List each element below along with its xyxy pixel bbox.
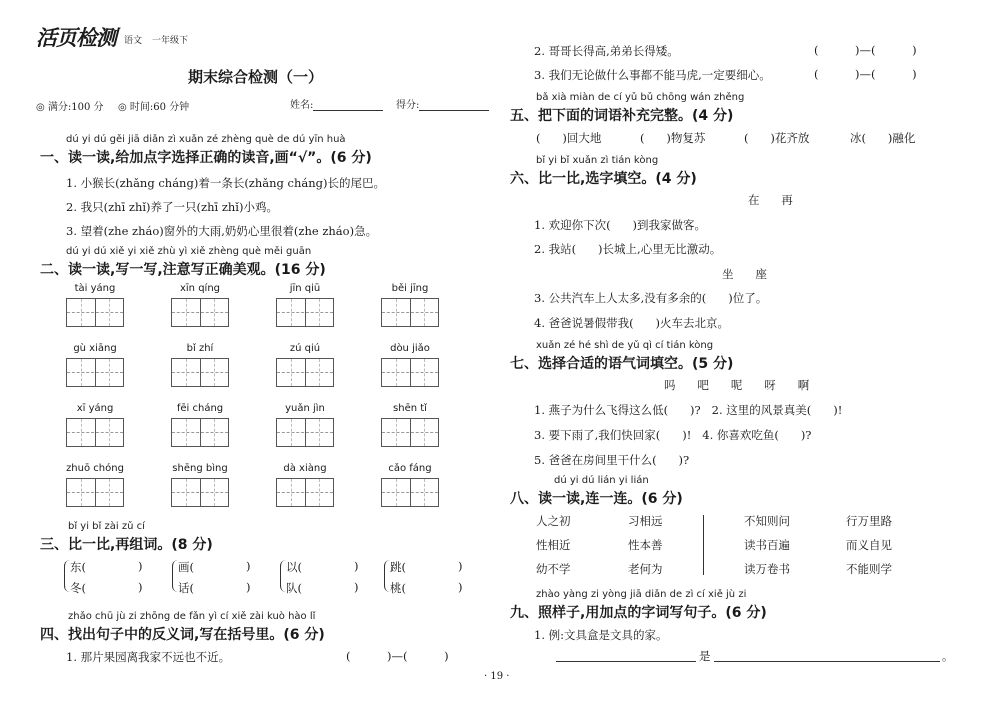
pair-word-close[interactable]: ): [246, 580, 251, 594]
s7-options: 吗 吧 呢 呀 啊: [664, 378, 810, 392]
s1-item-3: 3. 望着(zhe zháo)窗外的大雨,奶奶心里很着(zhe zháo)急。: [66, 224, 378, 238]
grid-pinyin: gù xiāng: [73, 343, 117, 354]
pair-word-close[interactable]: ): [458, 559, 463, 573]
grid-pinyin: dòu jiǎo: [390, 343, 430, 354]
s2-title: 二、读一读,写一写,注意写正确美观。(16 分): [40, 262, 326, 278]
writing-grid[interactable]: [66, 298, 124, 327]
grid-pinyin: zú qiú: [289, 343, 321, 354]
s4-item-2: 2. 哥哥长得高,弟弟长得矮。: [534, 44, 679, 58]
s7-row-1: 1. 燕子为什么飞得这么低( )? 2. 这里的风景真美( )!: [534, 403, 843, 417]
grid-pinyin: shēng bìng: [172, 463, 228, 474]
s6-pinyin: bǐ yi bǐ xuǎn zì tián kòng: [536, 155, 659, 166]
match-left-item[interactable]: 幼不学: [536, 562, 571, 576]
s1-pinyin: dú yi dú gěi jiā diǎn zì xuǎn zé zhèng què de dú yīn huà: [66, 134, 346, 145]
writing-grid[interactable]: [381, 418, 439, 447]
writing-grid[interactable]: [171, 358, 229, 387]
grid-pinyin: bǐ zhí: [186, 343, 214, 354]
s8-title: 八、读一读,连一连。(6 分): [510, 491, 683, 507]
s5-pinyin: bǎ xià miàn de cí yǔ bǔ chōng wán zhěng: [536, 92, 745, 103]
s7-row-3: 5. 爸爸在房间里干什么( )?: [534, 453, 690, 467]
full-score: ◎ 满分:100 分: [36, 102, 104, 113]
s6-item-3: 3. 公共汽车上人太多,没有多余的( )位了。: [534, 291, 768, 305]
grid-pinyin: jīn qiū: [289, 283, 321, 294]
match-left-item[interactable]: 性相近: [536, 538, 571, 552]
score-field[interactable]: [396, 96, 489, 111]
grade-label: 一年级下: [152, 36, 189, 46]
pair-word-close[interactable]: ): [354, 559, 359, 573]
brand-logo: 活页检测: [36, 26, 116, 50]
s6-item-2: 2. 我站( )长城上,心里无比激动。: [534, 242, 722, 256]
match-left-item[interactable]: 老何为: [628, 562, 663, 576]
writing-grid[interactable]: [66, 418, 124, 447]
name-field[interactable]: [290, 96, 383, 111]
writing-grid[interactable]: [171, 298, 229, 327]
s7-row-2: 3. 要下雨了,我们快回家( )! 4. 你喜欢吃鱼( )?: [534, 428, 812, 442]
s7-pinyin: xuǎn zé hé shì de yǔ qì cí tián kòng: [536, 340, 714, 351]
grid-pinyin: běi jīng: [391, 283, 429, 294]
writing-grid[interactable]: [66, 478, 124, 507]
pair-word-open: 东(: [70, 560, 86, 574]
s6-chars-1: 在 再: [748, 193, 793, 207]
page-number: · 19 ·: [484, 671, 510, 682]
pair-word-close[interactable]: ): [138, 580, 143, 594]
match-left-item[interactable]: 习相远: [628, 514, 663, 528]
grid-pinyin: shēn tǐ: [393, 403, 427, 414]
time-limit: ◎ 时间:60 分钟: [118, 102, 190, 113]
writing-grid[interactable]: [276, 298, 334, 327]
pair-word-open: 桃(: [390, 581, 406, 595]
s4-item-1: 1. 那片果园离我家不远也不近。: [66, 650, 231, 664]
s3-title: 三、比一比,再组词。(8 分): [40, 537, 213, 553]
s6-item-1: 1. 欢迎你下次( )到我家做客。: [534, 218, 707, 232]
grid-pinyin: yuǎn jìn: [285, 403, 325, 414]
writing-grid[interactable]: [276, 358, 334, 387]
s1-title: 一、读一读,给加点字选择正确的读音,画“√”。(6 分): [40, 150, 372, 166]
match-left-item[interactable]: 人之初: [536, 514, 571, 528]
match-right-item[interactable]: 读万卷书: [744, 562, 790, 576]
match-right-item[interactable]: 行万里路: [846, 514, 892, 528]
grid-pinyin: dà xiàng: [283, 463, 327, 474]
pair-word-open: 队(: [286, 581, 302, 595]
pair-word-close[interactable]: ): [138, 559, 143, 573]
s9-pinyin: zhào yàng zi yòng jiā diǎn de zì cí xiě jù zi: [536, 589, 747, 600]
s4-answer-1[interactable]: ( )—( ): [346, 649, 449, 663]
grid-pinyin: fēi cháng: [176, 403, 224, 414]
name-label: 姓名:: [290, 100, 314, 111]
s5-item-4[interactable]: 冰( )融化: [850, 131, 916, 145]
match-right-item[interactable]: 不能则学: [846, 562, 892, 576]
s8-pinyin: dú yi dú lián yi lián: [554, 475, 649, 486]
writing-grid[interactable]: [171, 418, 229, 447]
writing-grid[interactable]: [276, 478, 334, 507]
s7-title: 七、选择合适的语气词填空。(5 分): [510, 356, 734, 372]
grid-pinyin: tài yáng: [74, 283, 116, 294]
s4-item-3: 3. 我们无论做什么事都不能马虎,一定要细心。: [534, 68, 771, 82]
s4-title: 四、找出句子中的反义词,写在括号里。(6 分): [40, 627, 325, 643]
writing-grid[interactable]: [381, 298, 439, 327]
writing-grid[interactable]: [381, 358, 439, 387]
pair-word-close[interactable]: ): [246, 559, 251, 573]
match-right-item[interactable]: 不知则问: [744, 514, 790, 528]
writing-grid[interactable]: [171, 478, 229, 507]
pair-word-close[interactable]: ): [458, 580, 463, 594]
s3-pinyin: bǐ yi bǐ zài zǔ cí: [68, 521, 145, 532]
s9-title: 九、照样子,用加点的字词写句子。(6 分): [510, 605, 767, 621]
pair-word-open: 画(: [178, 560, 194, 574]
pair-word-open: 话(: [178, 581, 194, 595]
writing-grid[interactable]: [381, 478, 439, 507]
pair-word-close[interactable]: ): [354, 580, 359, 594]
s5-title: 五、把下面的词语补充完整。(4 分): [510, 108, 734, 124]
score-label: 得分:: [396, 100, 420, 111]
s6-title: 六、比一比,选字填空。(4 分): [510, 171, 697, 187]
s6-chars-2: 坐 座: [722, 267, 767, 281]
s5-item-1[interactable]: ( )回大地: [536, 131, 602, 145]
s9-answer-line-1[interactable]: [556, 661, 696, 662]
subject-label: 语文: [124, 36, 143, 46]
match-right-item[interactable]: 而义自见: [846, 538, 892, 552]
s9-answer-line-2[interactable]: [714, 661, 940, 662]
s2-pinyin: dú yi dú xiě yi xiě zhù yì xiě zhèng què měi guān: [66, 246, 312, 257]
s4-answer-2[interactable]: ( )—( ): [814, 43, 917, 57]
s4-pinyin: zhǎo chū jù zi zhōng de fǎn yì cí xiě zài kuò hào lǐ: [68, 611, 316, 622]
page-title: 期末综合检测（一）: [188, 68, 324, 86]
pair-word-open: 以(: [286, 560, 302, 574]
writing-grid[interactable]: [276, 418, 334, 447]
matching-divider: [703, 515, 704, 575]
match-left-item[interactable]: 性本善: [628, 538, 663, 552]
s4-answer-3[interactable]: ( )—( ): [814, 67, 917, 81]
s6-item-4: 4. 爸爸说暑假带我( )火车去北京。: [534, 316, 730, 330]
pair-word-open: 冬(: [70, 581, 86, 595]
match-right-item[interactable]: 读书百遍: [744, 538, 790, 552]
s9-end: 。: [942, 649, 954, 663]
pair-word-open: 跳(: [390, 560, 406, 574]
grid-pinyin: xī yáng: [76, 403, 114, 414]
s1-item-1: 1. 小猴长(zhǎng cháng)着一条长(zhǎng cháng)长的尾巴。: [66, 176, 386, 190]
grid-pinyin: zhuō chóng: [66, 463, 124, 474]
s1-item-2: 2. 我只(zhī zhǐ)养了一只(zhī zhǐ)小鸡。: [66, 200, 278, 214]
grid-pinyin: cǎo fáng: [388, 463, 432, 474]
writing-grid[interactable]: [66, 358, 124, 387]
s9-example: 1. 例:文具盒是文具的家。: [534, 628, 668, 642]
grid-pinyin: xīn qíng: [179, 283, 221, 294]
s5-item-2[interactable]: ( )物复苏: [640, 131, 706, 145]
s9-connector: 是: [699, 649, 711, 663]
s5-item-3[interactable]: ( )花齐放: [744, 131, 810, 145]
